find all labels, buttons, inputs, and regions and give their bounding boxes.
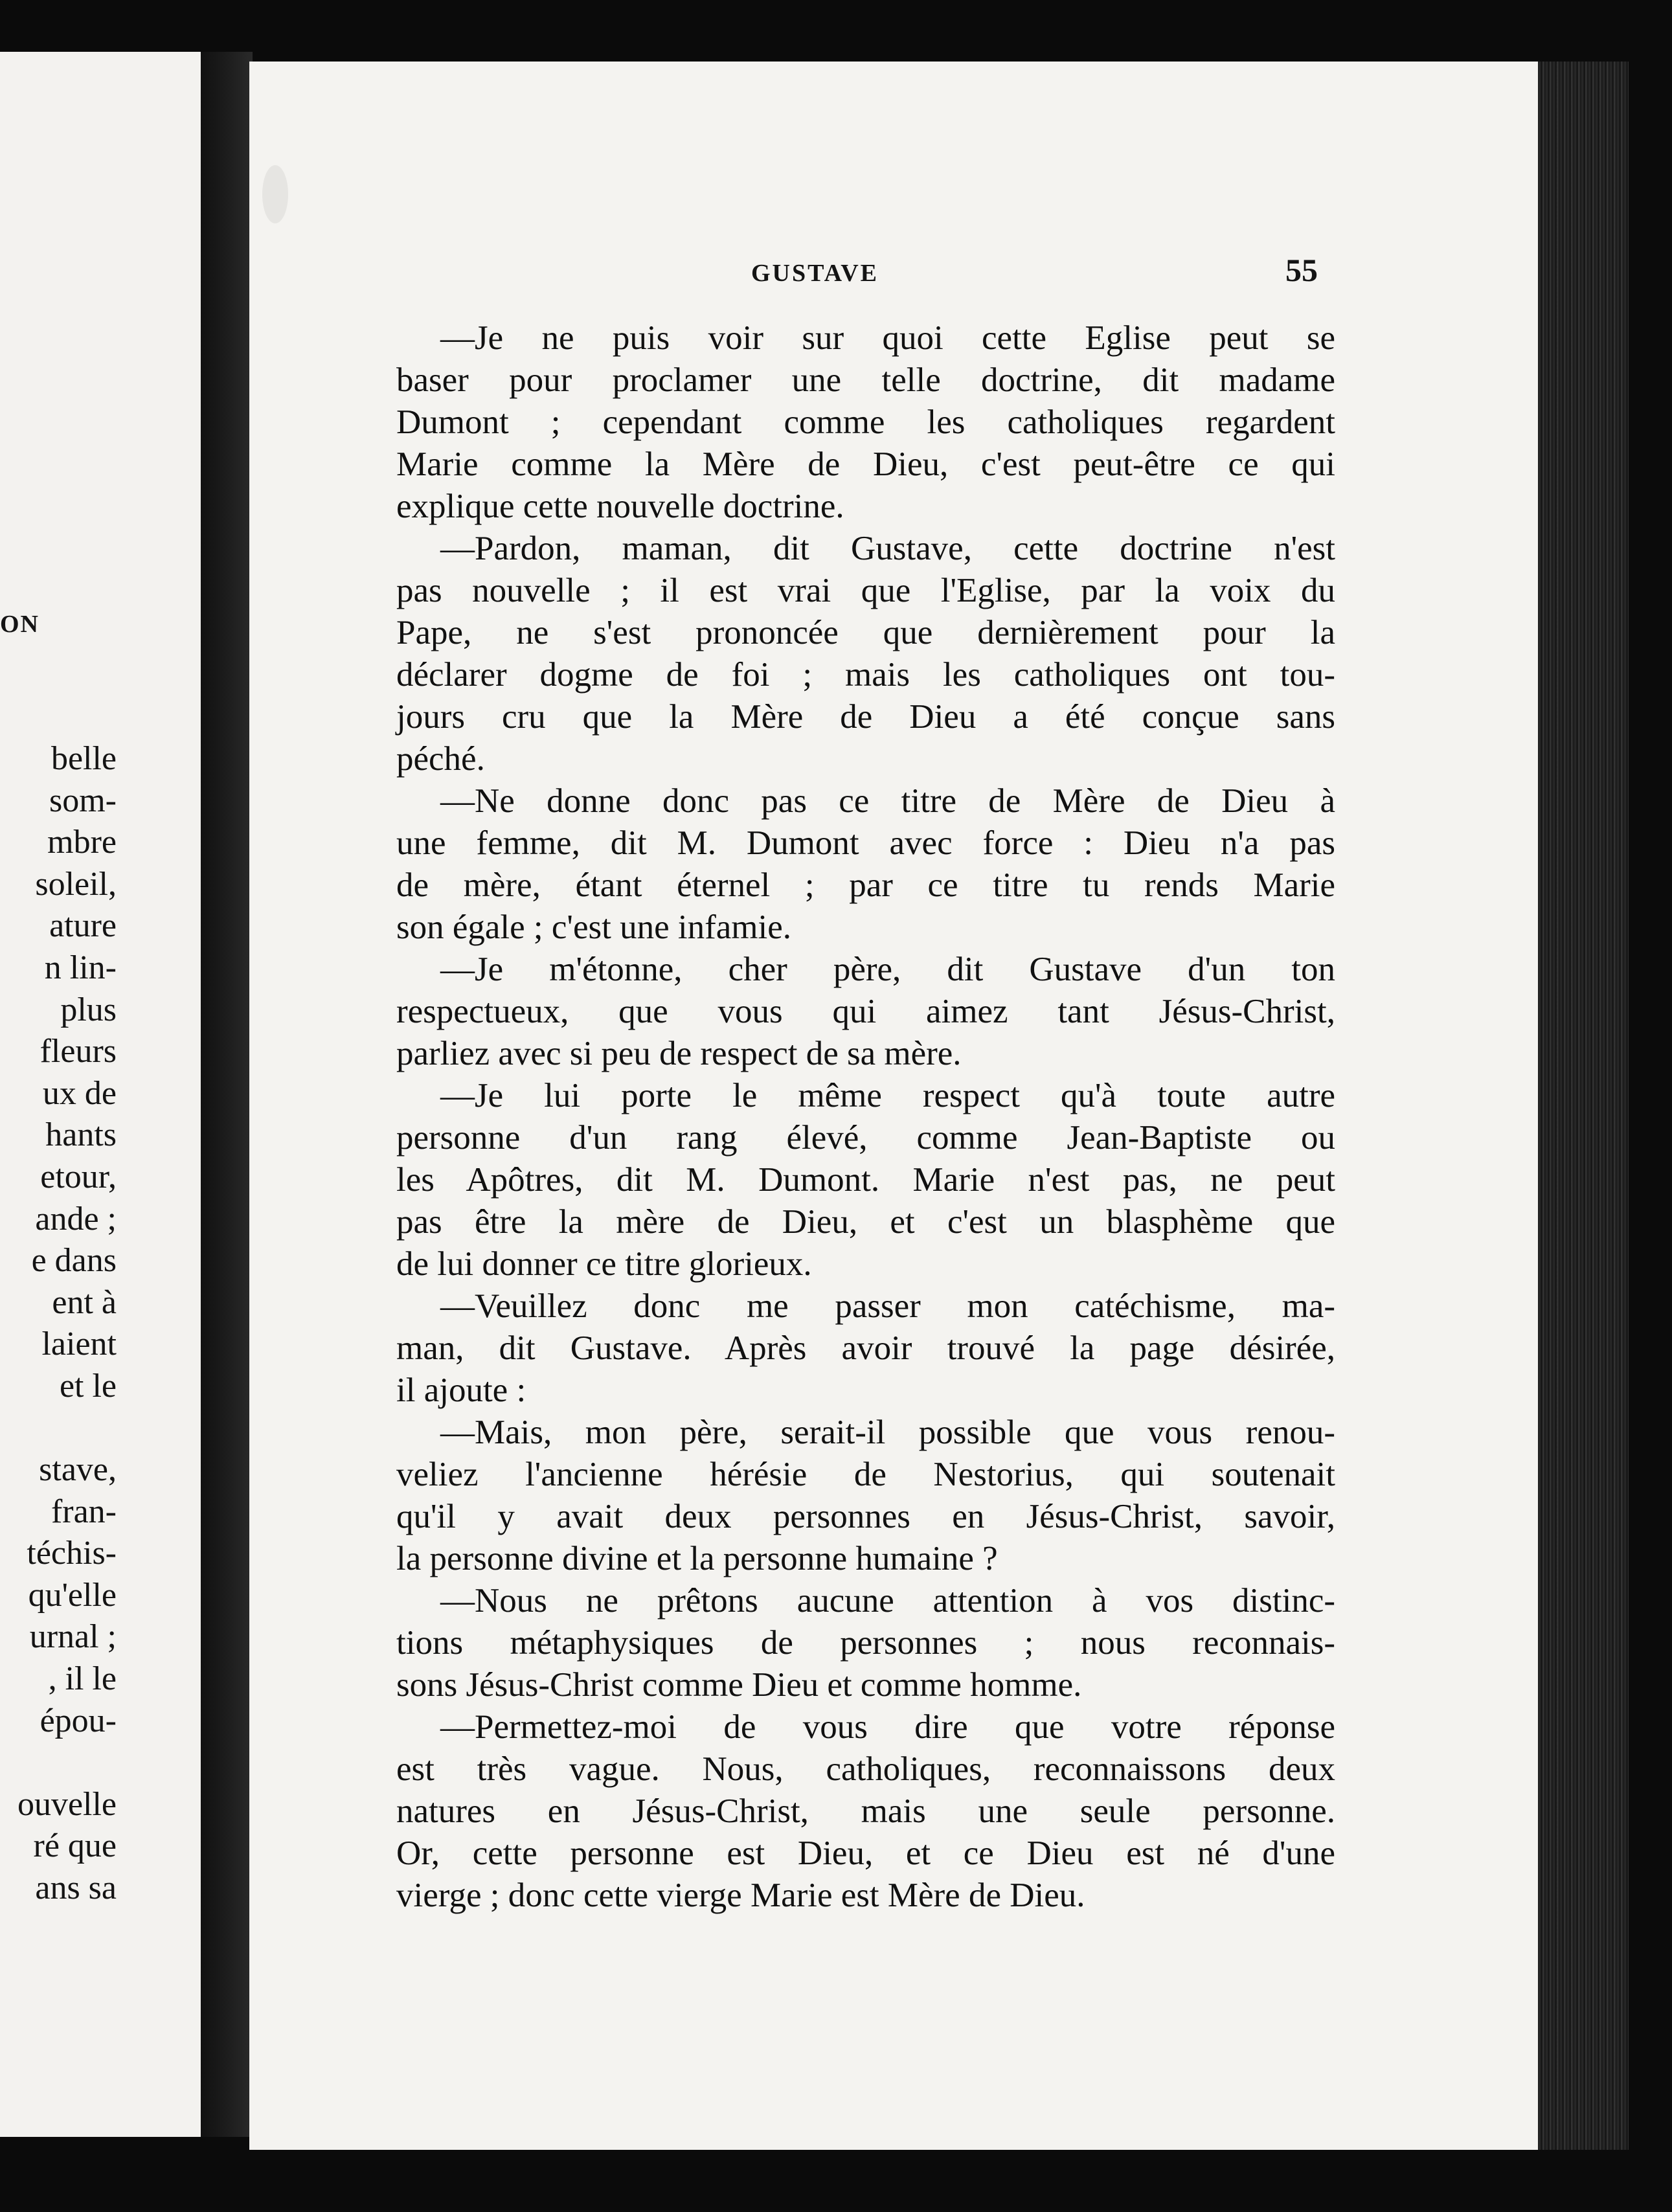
text-line: —Pardon, maman, dit Gustave, cette doctrine n'est	[440, 530, 1335, 567]
left-text-fragment: n lin-	[44, 949, 117, 986]
text-line: pas être la mère de Dieu, et c'est un blasphème que	[396, 1203, 1335, 1241]
text-line: —Permettez-moi de vous dire que votre réponse	[440, 1708, 1335, 1746]
left-text-fragment: ux de	[42, 1074, 117, 1112]
text-line: parliez avec si peu de respect de sa mère.	[396, 1035, 962, 1072]
text-line: jours cru que la Mère de Dieu a été conçue sans	[396, 698, 1335, 736]
text-line: son égale ; c'est une infamie.	[396, 909, 791, 946]
text-line: baser pour proclamer une telle doctrine, dit madame	[396, 361, 1335, 399]
left-page-text-fragments	[0, 738, 117, 1910]
text-line: une femme, dit M. Dumont avec force : Dieu n'a pas	[396, 824, 1335, 862]
text-line: Dumont ; cependant comme les catholiques regardent	[396, 403, 1335, 441]
left-text-fragment: fleurs	[40, 1033, 117, 1070]
text-line: —Je lui porte le même respect qu'à toute autre	[440, 1077, 1335, 1114]
paper-blemish	[262, 165, 288, 223]
text-line: —Nous ne prêtons aucune attention à vos distinc-	[440, 1582, 1335, 1620]
text-line: vierge ; donc cette vierge Marie est Mère de Dieu.	[396, 1877, 1085, 1914]
text-line: péché.	[396, 740, 485, 778]
left-running-header-fragment: ON	[0, 611, 40, 638]
left-text-fragment	[0, 1742, 117, 1784]
left-text-fragment: ature	[49, 907, 117, 945]
text-line: explique cette nouvelle doctrine.	[396, 488, 844, 525]
text-line: de lui donner ce titre glorieux.	[396, 1245, 812, 1283]
text-line: —Mais, mon père, serait-il possible que vous renou-	[440, 1414, 1335, 1451]
text-line: Or, cette personne est Dieu, et ce Dieu est né d'une	[396, 1834, 1335, 1872]
text-line: de mère, étant éternel ; par ce titre tu rends Marie	[396, 866, 1335, 904]
left-text-fragment: ent à	[52, 1283, 117, 1321]
text-line: déclarer dogme de foi ; mais les catholiques ont tou-	[396, 656, 1335, 694]
text-line: qu'il y avait deux personnes en Jésus-Christ, savoir,	[396, 1498, 1335, 1535]
text-line: tions métaphysiques de personnes ; nous reconnais-	[396, 1624, 1335, 1662]
left-text-fragment: ouvelle	[17, 1785, 117, 1823]
text-line: Pape, ne s'est prononcée que dernièrement pour la	[396, 614, 1335, 651]
text-line: respectueux, que vous qui aimez tant Jésus-Christ,	[396, 993, 1335, 1030]
book-gutter-shadow	[201, 52, 253, 2137]
left-text-fragment: belle	[51, 740, 117, 777]
text-line: pas nouvelle ; il est vrai que l'Eglise, par la voix du	[396, 572, 1335, 609]
left-text-fragment: soleil,	[35, 865, 117, 903]
left-text-fragment: stave,	[39, 1451, 117, 1489]
page-edges	[1538, 62, 1629, 2150]
text-line: natures en Jésus-Christ, mais une seule personne.	[396, 1792, 1335, 1830]
text-line: les Apôtres, dit M. Dumont. Marie n'est pas, ne peut	[396, 1161, 1335, 1199]
body-text	[396, 317, 1335, 1917]
text-line: est très vague. Nous, catholiques, reconnaissons deux	[396, 1750, 1335, 1788]
left-text-fragment: som-	[49, 782, 117, 819]
text-line: Marie comme la Mère de Dieu, c'est peut-être ce qui	[396, 446, 1335, 483]
text-line: sons Jésus-Christ comme Dieu et comme homme.	[396, 1666, 1082, 1704]
left-text-fragment: urnal ;	[29, 1618, 117, 1656]
text-line: —Veuillez donc me passer mon catéchisme, ma-	[440, 1287, 1335, 1325]
text-line: la personne divine et la personne humaine ?	[396, 1540, 998, 1577]
left-text-fragment: fran-	[51, 1493, 117, 1530]
running-title: GUSTAVE	[751, 260, 879, 287]
left-text-fragment	[0, 1408, 117, 1450]
text-line: personne d'un rang élevé, comme Jean-Baptiste ou	[396, 1119, 1335, 1157]
text-line: —Je m'étonne, cher père, dit Gustave d'un ton	[440, 951, 1335, 988]
text-line: —Ne donne donc pas ce titre de Mère de Dieu à	[440, 782, 1335, 820]
left-text-fragment: etour,	[40, 1158, 117, 1195]
text-line: man, dit Gustave. Après avoir trouvé la page désirée,	[396, 1329, 1335, 1367]
left-text-fragment: téchis-	[27, 1535, 117, 1572]
left-text-fragment: , il le	[48, 1660, 117, 1698]
left-text-fragment: ré que	[33, 1827, 117, 1865]
left-text-fragment: laient	[41, 1326, 117, 1363]
left-text-fragment: plus	[60, 991, 117, 1028]
page-number: 55	[1285, 252, 1318, 288]
left-text-fragment: et le	[59, 1367, 117, 1405]
text-line: il ajoute :	[396, 1371, 526, 1409]
left-text-fragment: hants	[45, 1116, 117, 1154]
left-text-fragment: ande ;	[35, 1200, 117, 1237]
left-text-fragment: mbre	[47, 824, 117, 861]
left-text-fragment: qu'elle	[28, 1576, 117, 1614]
left-text-fragment: ans sa	[35, 1869, 117, 1907]
text-line: veliez l'ancienne hérésie de Nestorius, qui soutenait	[396, 1456, 1335, 1493]
left-facing-page	[0, 52, 214, 2137]
left-text-fragment: e dans	[31, 1242, 117, 1280]
text-line: —Je ne puis voir sur quoi cette Eglise peut se	[440, 319, 1335, 357]
left-text-fragment: épou-	[40, 1702, 117, 1739]
